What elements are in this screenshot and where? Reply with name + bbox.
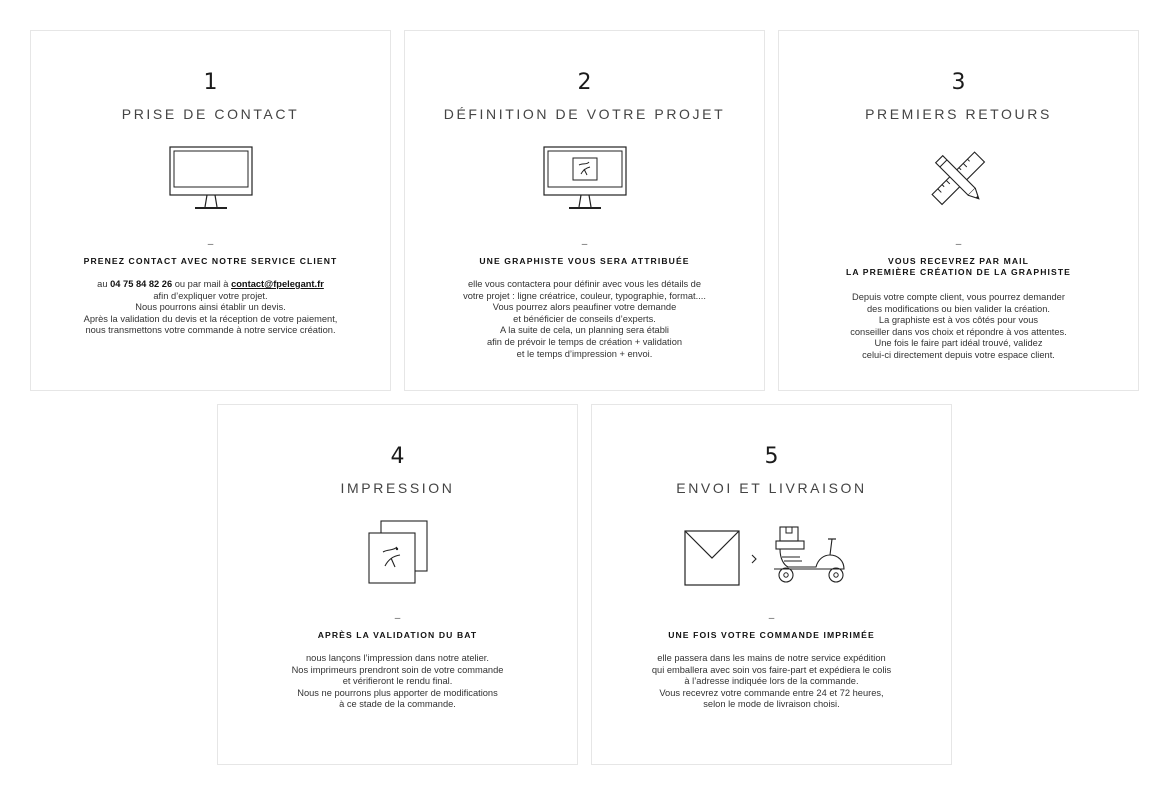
- divider-dash: –: [207, 239, 214, 250]
- step-number: 3: [951, 70, 966, 95]
- step-subtitle: UNE FOIS VOTRE COMMANDE IMPRIMÉE: [668, 630, 875, 640]
- body-prefix: au: [97, 279, 111, 289]
- step-body: Depuis votre compte client, vous pourrez demander des modifications ou bien valider la création. La graphiste est à vos côtés pour vous conseiller dans vos choix et répondre à vos attentes. Une fois le faire part idéal trouvé, validez celui-ci directement depuis votre espace client.: [850, 292, 1067, 360]
- divider-dash: –: [581, 239, 588, 250]
- step-number: 2: [577, 70, 592, 95]
- step-title: PRISE DE CONTACT: [121, 106, 300, 122]
- step-subtitle: VOUS RECEVREZ PAR MAIL LA PREMIÈRE CRÉATION DE LA GRAPHISTE: [845, 256, 1071, 277]
- step-card-5: [591, 404, 952, 765]
- divider-dash: –: [394, 613, 401, 624]
- divider-dash: –: [768, 613, 775, 624]
- step-subtitle: APRÈS LA VALIDATION DU BAT: [317, 630, 478, 640]
- step-title: PREMIERS RETOURS: [865, 106, 1052, 122]
- step-body: elle passera dans les mains de notre service expédition qui emballera avec soin vos faire-part et expédiera le colis à l’adresse indiquée lors de la commande. Vous recevrez votre commande entre 24 et 72 heures, selon le mode de livraison choisi.: [651, 653, 892, 710]
- step-subtitle: UNE GRAPHISTE VOUS SERA ATTRIBUÉE: [479, 256, 690, 266]
- monitor-bird-icon: [405, 144, 764, 214]
- body-text: afin d’expliquer votre projet. Nous pourrons ainsi établir un devis. Après la validation du devis et la réception de votre paiement, nous transmettons votre commande à notre service création.: [83, 290, 338, 336]
- pencil-ruler-icon: [779, 141, 1138, 217]
- monitor-icon: [31, 144, 390, 214]
- phone-number[interactable]: 04 75 84 82 26: [110, 279, 173, 289]
- envelope-icon: [685, 531, 739, 585]
- step-body: nous lançons l’impression dans notre atelier. Nos imprimeurs prendront soin de votre commande et vérifieront le rendu final. Nous ne pourrons plus apporter de modifications à ce stade de la commande.: [291, 653, 504, 710]
- divider-dash: –: [955, 239, 962, 250]
- prints-icon: [218, 517, 577, 591]
- step-card-4: [217, 404, 578, 765]
- step-card-3: [778, 30, 1139, 391]
- step-body: [37, 279, 384, 337]
- step-title: DÉFINITION DE VOTRE PROJET: [443, 106, 726, 122]
- envelope-scooter-icon: [592, 523, 951, 589]
- step-body: elle vous contactera pour définir avec vous les détails de votre projet : ligne créatrice, couleur, typographie, format.... Vous pourrez alors peaufiner votre demande et bénéficier de conseils d’experts. A la suite de cela, un planning sera établi afin de prévoir le temps de création + validation et le temps d’impression + envoi.: [463, 279, 706, 359]
- step-number: 1: [203, 70, 218, 95]
- step-title: IMPRESSION: [340, 480, 455, 496]
- step-number: 4: [390, 444, 405, 469]
- scooter-icon: [774, 527, 844, 582]
- body-mid: ou par mail à: [172, 279, 232, 289]
- step-title: ENVOI ET LIVRAISON: [676, 480, 867, 496]
- step-card-1: [30, 30, 391, 391]
- contact-email-link[interactable]: contact@fpelegant.fr: [231, 279, 324, 289]
- step-number: 5: [764, 444, 779, 469]
- step-subtitle: PRENEZ CONTACT AVEC NOTRE SERVICE CLIENT: [83, 256, 338, 266]
- step-card-2: [404, 30, 765, 391]
